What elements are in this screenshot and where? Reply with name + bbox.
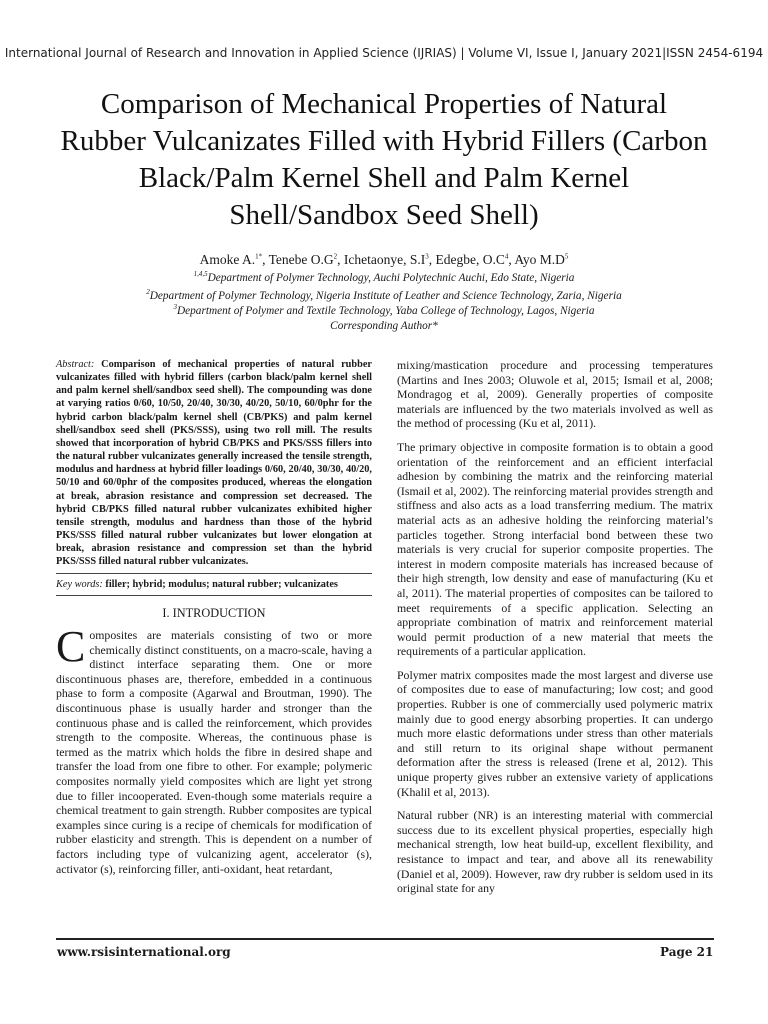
footer-divider [56,938,714,940]
affiliation-text: Corresponding Author* [330,320,438,332]
author: Tenebe O.G [268,252,334,267]
abstract-text: Comparison of mechanical properties of natural rubber vulcanizates filled with hybrid fillers (carbon black/palm kernel shell and palm kernel shell/sandbox seed shell). The compounding was done at varying ratios 0/60, 10/50, 20/40, 30/30, 40/20, 50/10, 60/0phr for the hybrid carbon black/palm kernel shell (CB/PKS) and palm kernel shell/sandbox seed shell (PKS/SSS), using two roll mill. The results showed that incorporation of hybrid CB/PKS and PKS/SSS fillers into the natural rubber vulcanizates generally increased the tensile strength, modulus and hardness at hybrid filler loadings 0/60, 20/40, 30/30, 40/20, 50/10 and 60/0phr of the composites produced, whereas the elongation at break, abrasion resistance and compression set decreased. The hybrid CB/PKS filled natural rubber vulcanizates exhibited higher tensile strength, modulus and hardness than those of the hybrid PKS/SSS filled natural rubber vulcanizates but lower elongation at break, abrasion resistance and compression set than the hybrid PKS/SSS filled natural rubber vulcanizates. [56,359,372,568]
author-list: Amoke A.$^{1*}$, Tenebe $O.G^2$, Ichetaonye, $S.I^3$, Edegbe, $O.C^4$, Ayo $M.D^5$ [199,252,569,267]
body-paragraph: mixing/mastication procedure and processing temperatures (Martins and Ines 2003; Oluwole et al, 2015; Ismail et al, 2008; Mondragog et al, 2009). Generally properties of composite materials are influenced by the two materials involved as well as the method of processing (Ku et al, 2011). [397,358,713,431]
divider [56,595,372,596]
body-paragraph: Natural rubber (NR) is an interesting material with commercial success due to its excellent physical properties, especially high mechanical strength, low heat build-up, excellent flexibility, and resistance to impact and tear, and above all its renewability (Daniel et al, 2009). However, raw dry rubber is seldom used in its original state for any [397,808,713,896]
page-number: Page 21 [660,945,714,959]
author: Ayo M.D [514,252,565,267]
corresponding-author-note [0,320,768,332]
section-heading: I. INTRODUCTION [162,605,266,620]
divider [56,573,372,574]
left-column [56,358,372,876]
intro-text: omposites are materials consisting of two or more chemically distinct constituents, on a macro-scale, having a distinct interface separating them. One or more discontinuous phases are, therefore, embedded in a continuous phase to form a composite (Agarwal and Broutman, 1990). The discontinuous phase is usually harder and stronger than the continuous phase and is called the reinforcement, which provides strength to the composite. Whereas, the continuous phase is termed as the matrix which holds the fibre in desired shape and transfer the load from one fibre to other. For example; polymeric composites normally yield composites which are light yet strong due to filler incooperated. Even-though some materials require a chemical treatment to gain strength. Rubber composites are typical examples since curing is a recipe of chemicals for modification of rubber elasticity and strength. This is dependent on a number of factors including type of vulcanizing agent, accelerator (s), activator (s), reinforcing filler, anti-oxidant, heat retardant, [56,628,372,876]
keywords-text: filler; hybrid; modulus; natural rubber; vulcanizates [105,578,338,590]
body-paragraph: The primary objective in composite formation is to obtain a good orientation of the reinforcement and an efficient interfacial adhesion by combining the matrix and the reinforcing material (Ismail et al, 2002). The reinforcing material provides strength and stiffness and also acts as a load transferring medium. The matrix material acts as an adhesive holding the reinforcing material’s particles together. Strong interfacial bond between these two materials is very crucial for superior composite properties. The interest in modern composite materials has increased because of their high strength, low density and ease of manufacturing (Ku et al, 2011). The material properties of composites can be tailored to meet requirements of a specific application. Selecting an appropriate combination of matrix and reinforcement material would permit production of a new material that meets the requirements of a particular application. [397,439,713,659]
right-column [397,358,713,896]
keywords-label: Key words: [56,578,103,590]
intro-paragraph [56,622,372,876]
footer-website: www.rsisinternational.org [57,945,231,959]
author: Edegbe, O.C [435,252,505,267]
author: Ichetaonye, S.I [343,252,426,267]
author-sup: 2 [333,252,338,261]
author-sup: 3 [425,252,429,261]
drop-cap: C [56,622,86,672]
author-sup: 4 [504,252,509,261]
affiliation [0,272,768,284]
affiliation-text: Department of Polymer Technology, Auchi Polytechnic Auchi, Edo State, Nigeria [207,272,575,284]
affiliation-text: Department of Polymer and Textile Technology, Yaba College of Technology, Lagos, Nigeria [176,305,595,317]
affiliation [0,290,768,302]
affiliation-sup: 1,4,5 [193,270,208,279]
author-sup: 5 [564,252,569,261]
body-paragraph: Polymer matrix composites made the most largest and diverse use of composites due to ease of manufacturing; low cost; and good properties. Rubber is one of commercially used polymeric matrix mainly due to good energy absorbing properties. It can undergo much more elastic deformations under stress than other materials and still return to its original shape without permanent deformation after the stress is released (Irene et al, 2012). This unique property gives rubber an extensive variety of applications (Khalil et al, 2013). [397,667,713,799]
abstract-label: Abstract: [56,359,95,370]
abstract [56,358,372,569]
author-sup: 1* [255,252,263,261]
keywords [56,578,372,591]
journal-header: International Journal of Research and Innovation in Applied Science (IJRIAS) | Volume VI, Issue I, January 2021|ISSN 2454-6194 [4,46,764,60]
affiliation-sup: 3 [173,303,177,312]
affiliation-text: Department of Polymer Technology, Nigeria Institute of Leather and Science Technology, Zaria, Nigeria [149,290,622,302]
paper-title: Comparison of Mechanical Properties of Natural Rubber Vulcanizates Filled with Hybrid Fillers (Carbon Black/Palm Kernel Shell and Palm Kernel Shell/Sandbox Seed Shell) [60,88,708,231]
author: Amoke A. [199,252,256,267]
affiliation [0,305,768,317]
affiliation-sup: 2 [146,288,150,297]
